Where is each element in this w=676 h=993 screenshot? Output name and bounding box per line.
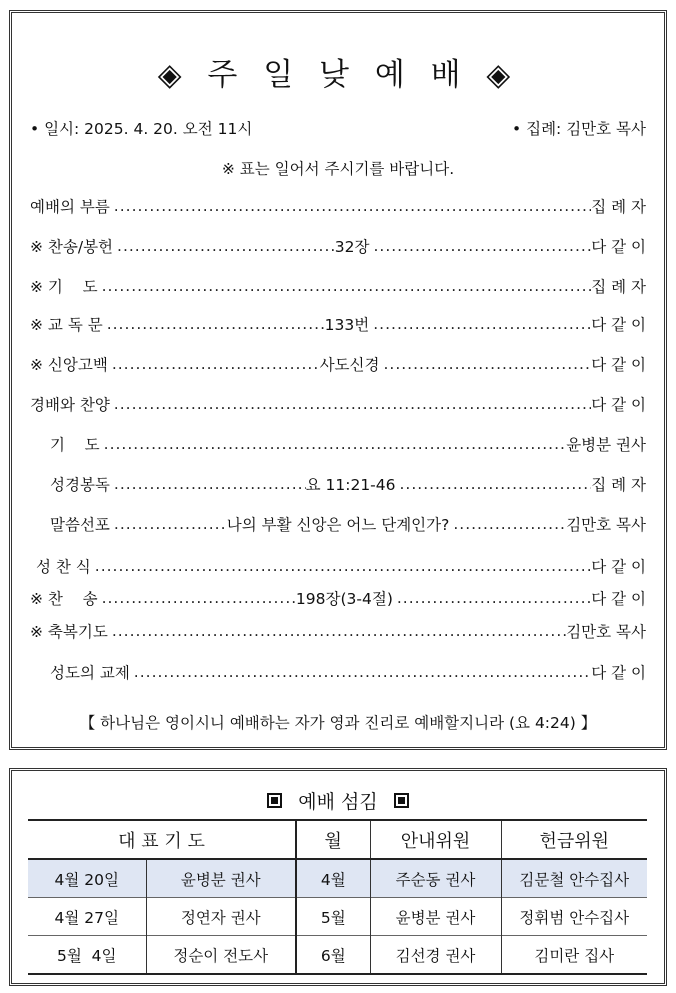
header-offering: 헌금위원	[501, 820, 647, 859]
order-item-person: 집 례 자	[591, 198, 646, 216]
order-item-person: 다 같 이	[591, 590, 646, 608]
order-item-detail: 198장(3-4절)	[295, 590, 393, 608]
leader-dots	[100, 435, 567, 453]
leader-dots	[98, 589, 296, 607]
order-item-detail: 요 11:21-46	[305, 476, 396, 494]
order-item-person: 다 같 이	[591, 316, 646, 334]
leader-dots	[449, 515, 566, 533]
staff-title	[12, 787, 664, 814]
header-prayer: 대 표 기 도	[28, 820, 296, 859]
prayer-person: 윤병분 권사	[146, 859, 296, 898]
leader-dots	[108, 622, 566, 640]
prayer-date: 4월 27일	[28, 898, 146, 936]
leader-dots	[98, 277, 592, 295]
order-item-person: 다 같 이	[591, 396, 646, 414]
month-cell: 4월	[296, 859, 370, 898]
prayer-date: 4월 20일	[28, 859, 146, 898]
table-row	[28, 936, 647, 975]
order-item-person: 다 같 이	[591, 238, 646, 256]
leader-dots	[379, 355, 591, 373]
usher-cell: 주순동 권사	[370, 859, 501, 898]
filled-square-icon	[394, 793, 409, 808]
order-item	[36, 553, 646, 579]
leader-dots	[110, 475, 306, 493]
month-cell: 5월	[296, 898, 370, 936]
order-item	[30, 585, 646, 611]
order-item	[50, 511, 646, 537]
month-cell: 6월	[296, 936, 370, 975]
leader-dots	[369, 237, 591, 255]
order-item	[50, 431, 646, 457]
order-item	[50, 659, 646, 685]
worship-title: ◈ 주 일 낮 예 배 ◈	[157, 57, 519, 93]
prayer-person: 정연자 권사	[146, 898, 296, 936]
order-item-person: 김만호 목사	[566, 623, 646, 641]
order-item	[30, 193, 646, 219]
order-item-person: 윤병분 권사	[566, 436, 646, 454]
worship-order-panel	[9, 10, 667, 750]
offering-cell: 김문철 안수집사	[501, 859, 647, 898]
order-item-person: 집 례 자	[591, 278, 646, 296]
leader-dots	[108, 355, 320, 373]
usher-cell: 윤병분 권사	[370, 898, 501, 936]
order-item-person: 다 같 이	[591, 664, 646, 682]
table-row	[28, 898, 647, 936]
service-staff-panel	[9, 768, 667, 986]
order-item-label: 성경봉독	[50, 476, 110, 494]
order-item-label: 기 도	[50, 436, 100, 454]
prayer-date: 5월 4일	[28, 936, 146, 975]
leader-dots	[396, 475, 592, 493]
order-item-label: 말씀선포	[50, 516, 110, 534]
staff-title-text: 예배 섬김	[298, 791, 378, 813]
leader-dots	[103, 315, 325, 333]
order-item-detail: 나의 부활 신앙은 어느 단계인가?	[226, 516, 450, 534]
service-leader: • 집례: 김만호 목사	[512, 120, 646, 138]
order-item	[50, 471, 646, 497]
standing-note: ※ 표는 일어서 주시기를 바랍니다.	[221, 160, 455, 178]
usher-cell: 김선경 권사	[370, 936, 501, 975]
order-item	[30, 391, 646, 417]
leader-dots	[110, 197, 591, 215]
order-item	[30, 233, 646, 259]
leader-dots	[110, 395, 591, 413]
order-item-label: ※ 교 독 문	[30, 316, 103, 334]
leader-dots	[369, 315, 591, 333]
leader-dots	[110, 515, 227, 533]
order-item-person: 집 례 자	[591, 476, 646, 494]
order-item-detail: 사도신경	[319, 356, 380, 374]
order-item	[30, 351, 646, 377]
order-item-label: ※ 신앙고백	[30, 356, 108, 374]
scripture-verse: 【 하나님은 영이시니 예배하는 자가 영과 진리로 예배할지니라 (요 4:24) 】	[79, 714, 597, 732]
order-item-label: 성도의 교제	[50, 664, 130, 682]
order-item	[30, 618, 646, 644]
order-item-label: 성 찬 식	[36, 558, 91, 576]
leader-dots	[113, 237, 335, 255]
header-month: 월	[296, 820, 370, 859]
header-usher: 안내위원	[370, 820, 501, 859]
leader-dots	[130, 663, 591, 681]
service-datetime: • 일시: 2025. 4. 20. 오전 11시	[30, 120, 253, 138]
order-item-person: 김만호 목사	[566, 516, 646, 534]
filled-square-icon	[267, 793, 282, 808]
order-item	[30, 273, 646, 299]
order-item-label: ※ 찬 송	[30, 590, 98, 608]
order-item-detail: 133번	[324, 316, 370, 334]
staff-table	[28, 819, 647, 975]
order-item-label: 경배와 찬양	[30, 396, 110, 414]
order-item	[30, 311, 646, 337]
order-item-detail: 32장	[334, 238, 370, 256]
offering-cell: 김미란 집사	[501, 936, 647, 975]
leader-dots	[393, 589, 591, 607]
table-row	[28, 859, 647, 898]
order-item-person: 다 같 이	[591, 356, 646, 374]
prayer-person: 정순이 전도사	[146, 936, 296, 975]
order-item-label: 예배의 부름	[30, 198, 110, 216]
offering-cell: 정휘범 안수집사	[501, 898, 647, 936]
order-item-label: ※ 기 도	[30, 278, 98, 296]
leader-dots	[91, 557, 591, 575]
order-item-person: 다 같 이	[591, 558, 646, 576]
order-item-label: ※ 찬송/봉헌	[30, 238, 114, 256]
order-item-label: ※ 축복기도	[30, 623, 108, 641]
